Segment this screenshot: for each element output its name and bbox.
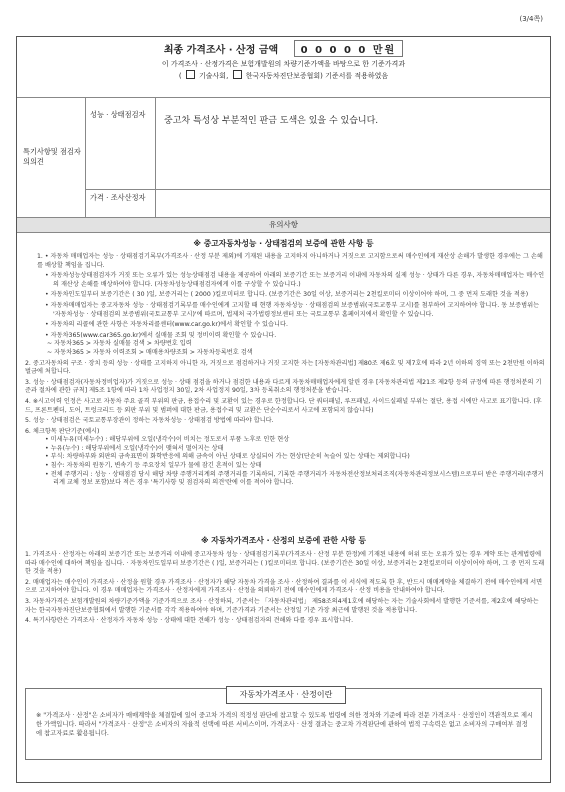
inspector-opinion-row bbox=[86, 97, 550, 190]
s1-item: 4. ※시고이력 인정은 사고로 자동차 주요 골격 부위의 판금, 용접수리 및 교환이 있는 경우로 한정합니다. 단 쿼터패널, 루프패널, 사이드실패널 부위는 절단, 용접 시에만 사고로 표기합니다. (후드, 프론트펜더, 도어, 트렁크리드 등 외판 부위 및 범퍼에 대한 판금, 용접수리 및 교환은 단순수리로서 사고에 포함되지 않습니다) bbox=[25, 397, 542, 414]
option-engineers-society: 기술사회, bbox=[199, 72, 229, 80]
s1-item: 5. 성능 · 상태점검은 국토교통부장관이 정하는 자동차성능 · 상태점검 방법에 따라야 합니다. bbox=[25, 417, 274, 425]
appraiser-opinion-row bbox=[86, 190, 550, 217]
s1-item: ~ 자동차365 > 자동차 이력조회 > 매매용차량조회 > 자동차등록번호 검색 bbox=[47, 348, 253, 356]
s1-item: 2. 중고자동차의 구조 · 장치 등의 성능 · 상태를 고지하지 아니한 자, 거짓으로 점검하거나 거짓 고지한 자는 [자동차관리법] 제80조 제6호 및 제7호에 따라 2년 이하의 징역 또는 2천만원 이하의 벌금에 처합니다. bbox=[25, 359, 545, 376]
page-number: (3/4쪽) bbox=[519, 15, 543, 23]
s1-item: • 전체 주행거리 : 성능 · 상태점검 당시 해당 차량 주행거리계의 주행거리를 기록하되, 기록한 주행거리가 자동차전산정보처리조직(자동차관리정보시스템)으로부터 받은 주행거리(주행거리계 교체 정보 포함)보다 적은 경우 '특기사항 및 점검자의 의견'란에 이를 적어야 합니다. bbox=[45, 470, 544, 487]
price-title-row bbox=[17, 40, 550, 57]
appraisal-definition-title: 자동차가격조사 · 산정이란 bbox=[226, 686, 346, 704]
s2-item: 4. 특기사항란은 가격조사 · 산정자가 자동차 성능 · 상태에 대한 견해가 성능 · 상태점검자의 견해와 다를 경우 표시합니다. bbox=[25, 617, 354, 625]
price-header bbox=[17, 37, 550, 98]
price-subtitle-1: 이 가격조사 · 산정가격은 보험개발원의 차량기준가액을 바탕으로 한 기준가격과 bbox=[161, 60, 406, 68]
inspector-label: 성능 · 상태점검자 bbox=[86, 97, 156, 189]
price-title: 최종 가격조사 · 산정 금액 bbox=[163, 45, 279, 56]
appraisal-definition-box bbox=[25, 688, 542, 760]
appraisal-definition-text: ※ "가격조사 · 산정"은 소비자가 매매계약을 체결함에 있어 중고차 가격의 적정성 판단에 참고할 수 있도록 법령에 의한 정차와 기준에 따라 전문 가격조사 · 산정인이 객관적으로 제시한 가액입니다. 따라서 "가격조사 · 산정"은 소비자의 자율적 선택에 따른 서비스이며, 가격조사 · 산정 결과는 중고차 가격판단에 관하여 법적 구속력은 없고 소비자의 구매여부 결정에 참고자료로 활용됩니다. bbox=[36, 712, 533, 737]
s1-item: 3. 성능 · 상태점검자(자동차정비업자)가 거짓으로 성능 · 상태 점검을 하거나 점검한 내용과 다르게 자동차매매업자에게 알린 경우 [자동차관리법 제21조 제2항 등의 규정에 따른 행정처분의 기준과 절차에 관한 규칙] 제5조 1항에 따라 1차 사업정지 30일, 2차 사업정지 90일, 3차 등록취소의 행정처분을 받습니다. bbox=[25, 378, 542, 395]
inspector-opinion-text[interactable]: 중고차 특성상 부분적인 판금 도색은 있을 수 있습니다. bbox=[164, 116, 379, 126]
option-diagnosis-association: 한국자동차진단보증협회) 기준서를 적용하였음 bbox=[245, 72, 389, 80]
s1-item: ~ 자동차365 > 자동차 실매물 검색 > 차량번호 입력 bbox=[47, 340, 192, 348]
section-1-title: ※ 중고자동차성능 · 상태점검의 보증에 관한 사항 등 bbox=[193, 239, 374, 248]
s1-item: • 침수: 자동차의 원동기, 변속기 등 주요장치 일부가 물에 잠긴 흔적이 있는 상태 bbox=[45, 462, 262, 470]
checkbox-diagnosis-association[interactable] bbox=[233, 70, 242, 79]
notice-heading: 유의사항 bbox=[17, 218, 550, 233]
s2-item: 3. 자동차가격은 보험개발원의 차량기준가액을 기준가격으로 조사 · 산정하되, 기준서는 「자동차관리법」 제58조의4제1호에 해당하는 자는 기술사회에서 발행한 기준서를, 제2호에 해당하는 자는 한국자동차진단보증협회에서 발행한 기준서를 각각 적용하여야 하며, 기준가격과 기준서는 산정일 기준 가장 최근에 발행된 것을 적용합니다. bbox=[25, 597, 539, 614]
s1-item: • 자동차성능상태점검자가 거짓 또는 오류가 있는 성능상태점검 내용을 제공하여 아래의 보증기간 또는 보증거리 이내에 자동차의 실제 성능 · 상태가 다른 경우, 자동차매매업자는 매수인의 재산상 손해를 배상하여야 합니다. (자동차성능상태점검자에게 이를 구상할 수 있습니다.) bbox=[45, 272, 545, 288]
inspection-form-page bbox=[16, 36, 551, 783]
opinion-section bbox=[17, 97, 550, 218]
s1-item: 6. 체크항목 판단기준(예시) bbox=[25, 427, 100, 435]
s1-item: • 미세누유(미세누수) : 해당부위에 오일(냉각수)이 비치는 정도로서 부품 노후로 인한 현상 bbox=[45, 436, 290, 444]
s2-item: 1. 가격조사 · 산정자는 아래의 보증기간 또는 보증거리 이내에 중고자동차 성능 · 상태점검기록부(가격조사 · 산정 부분 한정)에 기재된 내용에 허위 또는 오류가 있는 경우 계약 또는 관계법령에 따라 매수인에 대하여 책임을 집니다. · 자동차인도일부터 보증기간은 ( )일, 보증거리는 ( )킬로미터로 합니다. (보증기간은 30일 이상, 보증거리는 2천킬로미터 이상이어야 하며, 그 중 먼저 도래한 것을 적용) bbox=[25, 551, 545, 576]
opinion-left-cell bbox=[17, 97, 86, 217]
section-1-body bbox=[25, 253, 545, 490]
s1-item: 1. • 자동차 매매업자는 성능 · 상태점검기록부(가격조사 · 산정 부분 제외)에 기재된 내용을 고지하지 아니하거나 거짓으로 고지함으로써 매수인에게 재산상 손해가 발생한 경우에는 그 손해를 배상할 책임을 집니다. bbox=[37, 253, 543, 269]
checkbox-engineers-society[interactable] bbox=[186, 70, 195, 79]
section-2-title: ※ 자동차가격조사 · 산정의 보증에 관한 사항 등 bbox=[200, 536, 367, 545]
section-2-body bbox=[25, 551, 545, 628]
s1-item: • 자동차의 리콜에 관한 사항은 자동차리콜센터(www.car.go.kr)에서 확인할 수 있습니다. bbox=[45, 321, 288, 329]
s1-item: • 자동차365(www.car365.go.kr)에서 실매물 조회 및 정비이력 확인할 수 있습니다. bbox=[45, 331, 277, 339]
price-amount[interactable]: 0 0 0 0 0 만원 bbox=[294, 40, 404, 57]
s1-item: • 누유(누수) : 해당부위에서 오일(냉각수)이 맺혀서 떨어지는 상태 bbox=[45, 444, 224, 452]
appraiser-label: 가격 · 조사산정자 bbox=[86, 190, 156, 217]
s1-item: • 자동차인도일부터 보증기간은 ( 30 )일, 보증거리는 ( 2000 )킬로미터로 합니다. (보증기간은 30일 이상, 보증거리는 2천킬로미터 이상이어야 하며, 그 중 먼저 도래한 것을 적용) bbox=[45, 291, 529, 299]
s2-item: 2. 매매업자는 매수인이 가격조사 · 산정을 원할 경우 가격조사 · 산정자가 해당 자동차 가격을 조사 · 산정하여 결과를 이 서식에 적도록 한 후, 반드시 매매계약을 체결하기 전에 매수인에게 서면으로 고지하여야 합니다. 이 경우 매매업자는 가격조사 · 산정자에게 가격조사 · 산정을 의뢰하기 전에 매수인에게 가격조사 · 산정 비용을 안내하여야 합니다. bbox=[25, 578, 543, 595]
price-subtitle-2: ( 기술사회, 한국자동차진단보증협회) 기준서를 적용하였음 bbox=[178, 72, 389, 80]
s1-item: • 부식: 차량하부와 외판의 금속표면이 화학반응에 의해 금속이 아닌 상태로 상실되어 가는 현상(단순히 녹슬어 있는 상태는 제외합니다) bbox=[45, 453, 410, 461]
opinion-left-label: 특기사항및 점검자의의견 bbox=[23, 147, 81, 166]
s1-item: • 자동차매매업자는 중고자동차 성능 · 상태점검기록부를 매수인에게 고지할 때 현행 자동차성능 · 상태점검의 보증범위(국토교통부 고시)를 첨부하여 고지하여야 합니다. 동 보증범위는 '자동차성능 · 상태점검의 보증범위(국토교통부 고시)'에 따르며, 법제처 국가법령정보센터 또는 국토교통부 홈페이지에서 확인할 수 있습니다. bbox=[45, 301, 540, 318]
